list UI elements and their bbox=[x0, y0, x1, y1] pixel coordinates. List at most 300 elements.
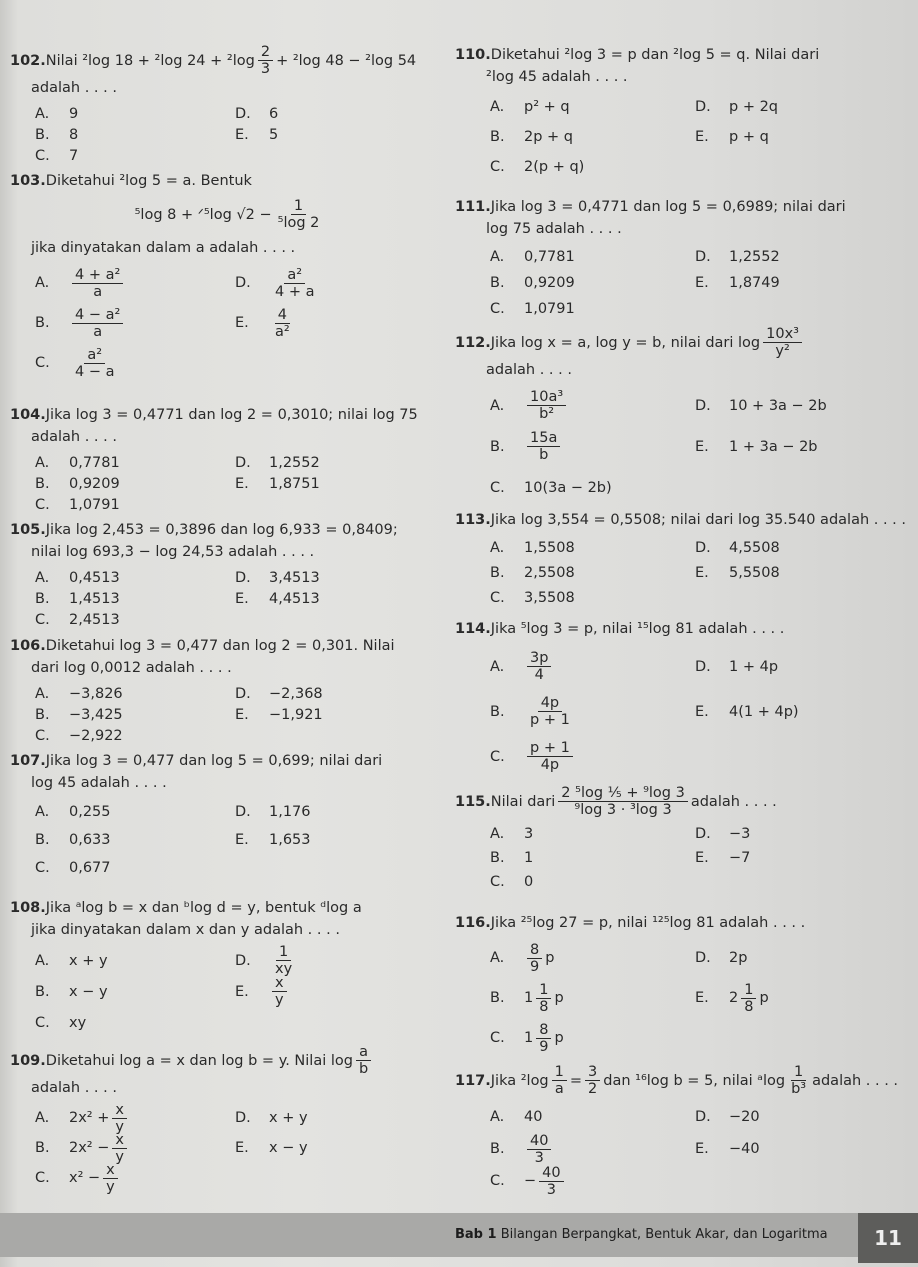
question-stem-line bbox=[455, 326, 895, 359]
question-number: 107. bbox=[10, 753, 46, 769]
numerator: x bbox=[112, 1132, 127, 1149]
option-label: B. bbox=[35, 706, 50, 723]
fraction bbox=[356, 1044, 371, 1077]
text-segment: −1,921 bbox=[269, 706, 323, 723]
question-stem-line bbox=[10, 170, 450, 192]
option-label: A. bbox=[35, 952, 50, 969]
question-number: 115. bbox=[455, 793, 491, 810]
numerator: 3 bbox=[585, 1064, 600, 1081]
answer-option-b bbox=[35, 704, 235, 725]
question-stem-line bbox=[10, 772, 450, 794]
text-segment: −7 bbox=[729, 850, 751, 866]
fraction bbox=[272, 267, 317, 300]
text-segment: 2x² + bbox=[69, 1110, 110, 1126]
option-label: E. bbox=[695, 564, 709, 581]
fraction bbox=[527, 695, 573, 728]
denominator: 3 bbox=[546, 1181, 556, 1198]
question-112 bbox=[455, 326, 895, 508]
answer-options bbox=[10, 567, 450, 630]
text-segment: adalah . . . . bbox=[486, 362, 572, 378]
numerator: 1 bbox=[552, 1064, 567, 1081]
text-segment: p + q bbox=[729, 129, 769, 145]
option-label: E. bbox=[695, 990, 709, 1006]
text-segment: 1,0791 bbox=[524, 301, 575, 317]
option-label: D. bbox=[235, 952, 251, 969]
question-stem-line bbox=[455, 359, 895, 381]
text-segment: 1,2552 bbox=[729, 249, 780, 265]
text-segment: ²log 45 adalah . . . . bbox=[486, 69, 628, 85]
question-105 bbox=[10, 519, 450, 630]
fraction bbox=[527, 389, 566, 422]
question-stem-line bbox=[10, 44, 450, 77]
answer-option-c bbox=[490, 467, 695, 508]
text-segment: jika dinyatakan dalam a adalah . . . . bbox=[31, 240, 296, 256]
question-stem-line bbox=[455, 509, 907, 531]
question-stem-line bbox=[10, 77, 450, 99]
fraction bbox=[272, 944, 295, 977]
numerator: a² bbox=[284, 267, 305, 284]
question-115 bbox=[455, 785, 895, 894]
numerator: 4p bbox=[538, 695, 562, 712]
denominator: 4 − a bbox=[75, 363, 115, 380]
answer-option-e bbox=[695, 978, 895, 1018]
text-segment: 1,4513 bbox=[69, 590, 120, 607]
answer-option-b bbox=[490, 689, 695, 734]
text-segment: adalah . . . . bbox=[31, 80, 117, 96]
answer-option-b bbox=[490, 270, 695, 296]
answer-option-d bbox=[695, 938, 895, 978]
question-stem-line bbox=[10, 1044, 450, 1077]
question-number: 104. bbox=[10, 407, 46, 423]
fraction bbox=[275, 198, 323, 231]
option-label: D. bbox=[695, 1109, 711, 1125]
answer-option-b bbox=[35, 303, 235, 343]
text-segment: adalah . . . . bbox=[812, 1072, 899, 1089]
denominator: 4p bbox=[540, 757, 560, 773]
question-103 bbox=[10, 170, 450, 383]
answer-option-a bbox=[490, 92, 695, 122]
numerator: x bbox=[112, 1102, 127, 1119]
question-number: 109. bbox=[10, 1052, 46, 1069]
question-104 bbox=[10, 404, 450, 515]
question-number: 111. bbox=[455, 199, 491, 215]
text-segment: ⁵log 8 + ᐟ⁵log √2 − bbox=[134, 206, 272, 223]
numerator: 15a bbox=[527, 430, 560, 447]
answer-option-c bbox=[35, 609, 235, 630]
answer-option-d bbox=[695, 244, 895, 270]
numerator: 40 bbox=[527, 1133, 551, 1150]
numerator: 4 + a² bbox=[72, 267, 123, 284]
fraction bbox=[272, 975, 287, 1008]
answer-options bbox=[455, 92, 895, 182]
answer-option-c bbox=[35, 1007, 235, 1038]
text-segment: Jika ᵃlog b = x dan ᵇlog d = y, bentuk ᵈlog a bbox=[45, 900, 362, 916]
question-116 bbox=[455, 912, 895, 1058]
text-segment: 0,9209 bbox=[69, 475, 120, 492]
answer-option-b bbox=[35, 124, 235, 145]
denominator: 8 bbox=[744, 998, 754, 1015]
option-label: C. bbox=[35, 1014, 50, 1031]
question-stem-line bbox=[10, 519, 450, 541]
answer-option-e bbox=[235, 1133, 450, 1163]
option-label: E. bbox=[235, 983, 249, 1000]
text-segment: 5 bbox=[269, 126, 279, 143]
denominator: b bbox=[539, 447, 549, 463]
denominator: a² bbox=[275, 323, 290, 340]
denominator: 9 bbox=[539, 1038, 549, 1055]
fraction bbox=[72, 347, 117, 380]
text-segment: 0 bbox=[524, 874, 534, 890]
text-segment: = bbox=[569, 1072, 583, 1089]
question-number: 114. bbox=[455, 621, 491, 637]
question-number: 117. bbox=[455, 1072, 491, 1089]
denominator: y² bbox=[775, 343, 790, 359]
option-label: D. bbox=[235, 685, 251, 702]
answer-option-a bbox=[35, 1103, 235, 1133]
fraction bbox=[763, 326, 802, 359]
text-segment: 0,677 bbox=[69, 860, 111, 876]
fraction bbox=[788, 1064, 809, 1097]
text-segment: Diketahui ²log 3 = p dan ²log 5 = q. Nilai dari bbox=[490, 47, 820, 63]
option-label: C. bbox=[35, 1170, 50, 1186]
text-segment: 2p + q bbox=[524, 129, 574, 145]
text-segment: Jika log 3,554 = 0,5508; nilai dari log 35.540 adalah . . . . bbox=[490, 512, 907, 528]
answer-option-b bbox=[35, 588, 235, 609]
option-label: E. bbox=[695, 129, 709, 145]
question-stem-line bbox=[10, 750, 450, 772]
answer-option-d bbox=[235, 567, 450, 588]
fraction bbox=[72, 267, 123, 300]
option-label: A. bbox=[490, 1109, 505, 1125]
question-number: 116. bbox=[455, 915, 491, 931]
question-number: 110. bbox=[455, 47, 491, 63]
text-segment: 1 + 4p bbox=[729, 658, 779, 675]
text-segment: 7 bbox=[69, 147, 79, 164]
option-label: C. bbox=[490, 1030, 505, 1046]
text-segment: p bbox=[554, 1030, 564, 1046]
option-label: A. bbox=[35, 454, 50, 471]
text-segment: −40 bbox=[729, 1141, 760, 1157]
denominator: 9 bbox=[530, 958, 540, 975]
text-segment: Jika log 3 = 0,4771 dan log 2 = 0,3010; nilai log 75 bbox=[45, 407, 418, 423]
answer-option-c bbox=[490, 734, 695, 779]
denominator: ⁹log 3 · ³log 3 bbox=[574, 802, 672, 818]
fraction bbox=[527, 1133, 551, 1166]
text-segment: x − y bbox=[69, 983, 108, 1000]
answer-option-a bbox=[35, 945, 235, 976]
numerator: 10x³ bbox=[763, 326, 802, 343]
question-stem-line bbox=[10, 635, 450, 657]
option-label: E. bbox=[235, 1140, 249, 1156]
question-number: 105. bbox=[10, 522, 46, 538]
question-stem-line bbox=[455, 66, 895, 88]
option-label: D. bbox=[695, 397, 711, 414]
fraction bbox=[103, 1162, 118, 1195]
numerator: a bbox=[356, 1044, 371, 1061]
numerator: x bbox=[103, 1162, 118, 1179]
answer-option-d bbox=[235, 1103, 450, 1133]
text-segment: 2(p + q) bbox=[524, 159, 585, 175]
text-segment: Jika log 3 = 0,477 dan log 5 = 0,699; nilai dari bbox=[45, 753, 383, 769]
question-117 bbox=[455, 1064, 899, 1198]
text-segment: 3 bbox=[524, 826, 534, 842]
option-label: C. bbox=[35, 611, 50, 628]
question-108 bbox=[10, 897, 450, 1038]
answer-option-b bbox=[35, 473, 235, 494]
text-segment: 0,7781 bbox=[524, 249, 575, 265]
text-segment: p bbox=[759, 990, 769, 1006]
numerator: a² bbox=[84, 347, 105, 364]
question-102 bbox=[10, 44, 450, 166]
text-segment: Nilai dari bbox=[490, 793, 556, 810]
answer-option-b bbox=[35, 826, 235, 854]
question-stem-line bbox=[455, 196, 895, 218]
question-113 bbox=[455, 509, 907, 610]
option-label: E. bbox=[235, 126, 249, 143]
option-label: A. bbox=[35, 804, 50, 820]
answer-option-b bbox=[490, 122, 695, 152]
text-segment: xy bbox=[69, 1014, 87, 1031]
answer-option-c bbox=[490, 152, 695, 182]
question-number: 112. bbox=[455, 334, 491, 351]
text-segment: 2,4513 bbox=[69, 611, 120, 628]
fraction bbox=[112, 1102, 127, 1135]
text-segment: 1 bbox=[524, 990, 534, 1006]
text-segment: p² + q bbox=[524, 99, 570, 115]
text-segment: 1 + 3a − 2b bbox=[729, 438, 818, 455]
text-segment: Jika ⁵log 3 = p, nilai ¹⁵log 81 adalah . . . . bbox=[490, 621, 785, 637]
fraction bbox=[72, 307, 123, 340]
option-label: C. bbox=[490, 1173, 505, 1189]
numerator: p + 1 bbox=[527, 740, 573, 757]
text-segment: Jika log 2,453 = 0,3896 dan log 6,933 = 0,8409; bbox=[45, 522, 398, 538]
question-stem-line bbox=[455, 1064, 899, 1097]
option-label: E. bbox=[235, 706, 249, 723]
option-label: E. bbox=[695, 438, 709, 455]
answer-option-c bbox=[490, 296, 695, 322]
fraction bbox=[112, 1132, 127, 1165]
answer-options bbox=[455, 644, 895, 779]
question-107 bbox=[10, 750, 450, 882]
answer-option-e bbox=[235, 704, 450, 725]
answer-option-a bbox=[490, 1101, 695, 1133]
numerator: 2 bbox=[258, 44, 273, 61]
option-label: C. bbox=[490, 589, 505, 606]
answer-option-d bbox=[695, 644, 895, 689]
text-segment: 4(1 + 4p) bbox=[729, 703, 799, 720]
question-stem-line bbox=[455, 44, 895, 66]
answer-options bbox=[455, 535, 895, 610]
question-stem-line bbox=[455, 218, 895, 240]
answer-option-a bbox=[490, 644, 695, 689]
denominator: 8 bbox=[539, 998, 549, 1015]
option-label: B. bbox=[35, 126, 50, 143]
answer-option-d bbox=[695, 92, 895, 122]
question-number: 113. bbox=[455, 512, 491, 528]
answer-option-c bbox=[35, 494, 235, 515]
option-label: D. bbox=[235, 275, 251, 291]
option-label: A. bbox=[35, 1110, 50, 1126]
text-segment: 1,5508 bbox=[524, 539, 575, 556]
denominator: a bbox=[554, 1081, 564, 1097]
fraction bbox=[527, 430, 560, 463]
fraction bbox=[741, 982, 756, 1015]
numerator: 3p bbox=[527, 650, 551, 667]
question-stem-line bbox=[10, 426, 450, 448]
option-label: B. bbox=[490, 275, 505, 291]
answer-options bbox=[10, 452, 450, 515]
text-segment: Jika log x = a, log y = b, nilai dari log bbox=[490, 334, 761, 351]
answer-option-d bbox=[235, 103, 450, 124]
text-segment: nilai log 693,3 − log 24,53 adalah . . . . bbox=[31, 544, 315, 560]
text-segment: Jika ²⁵log 27 = p, nilai ¹²⁵log 81 adalah . . . . bbox=[490, 915, 806, 931]
option-label: A. bbox=[35, 685, 50, 702]
question-stem-line bbox=[10, 657, 450, 679]
question-stem-line bbox=[10, 541, 450, 563]
text-segment: 2p bbox=[729, 950, 748, 966]
answer-options bbox=[10, 263, 450, 383]
option-label: A. bbox=[490, 658, 505, 675]
option-label: C. bbox=[490, 748, 505, 765]
option-label: C. bbox=[35, 496, 50, 513]
answer-option-c bbox=[490, 585, 695, 610]
option-label: B. bbox=[35, 983, 50, 1000]
text-segment: 4,5508 bbox=[729, 539, 780, 556]
fraction bbox=[552, 1064, 567, 1097]
answer-option-c bbox=[490, 1165, 695, 1197]
answer-option-b bbox=[490, 846, 695, 870]
text-segment: Jika ²log bbox=[490, 1072, 549, 1089]
text-segment: 4,4513 bbox=[269, 590, 320, 607]
answer-option-d bbox=[235, 945, 450, 976]
question-stem-line bbox=[455, 785, 895, 818]
numerator: 1 bbox=[291, 198, 306, 215]
text-segment: Diketahui log a = x dan log b = y. Nilai log bbox=[45, 1052, 353, 1069]
option-label: A. bbox=[490, 99, 505, 115]
numerator: 4 bbox=[275, 307, 290, 324]
text-segment: p + 2q bbox=[729, 99, 779, 115]
option-label: B. bbox=[35, 1140, 50, 1156]
text-segment: x + y bbox=[269, 1110, 308, 1126]
answer-option-e bbox=[695, 270, 895, 296]
text-segment: adalah . . . . bbox=[690, 793, 777, 810]
chapter-title: Bilangan Berpangkat, Bentuk Akar, dan Logaritma bbox=[500, 1227, 828, 1242]
option-label: D. bbox=[695, 658, 711, 675]
option-label: B. bbox=[490, 703, 505, 720]
denominator: b bbox=[358, 1061, 369, 1077]
text-segment: adalah . . . . bbox=[31, 1080, 117, 1096]
text-segment: 0,633 bbox=[69, 832, 111, 848]
text-segment: 8 bbox=[69, 126, 79, 143]
option-label: B. bbox=[35, 590, 50, 607]
text-segment: adalah . . . . bbox=[31, 429, 117, 445]
option-label: E. bbox=[695, 1141, 709, 1157]
option-label: C. bbox=[35, 147, 50, 164]
text-segment: 2,5508 bbox=[524, 564, 575, 581]
option-label: B. bbox=[35, 315, 50, 331]
text-segment: − bbox=[524, 1173, 537, 1189]
option-label: A. bbox=[490, 397, 505, 414]
option-label: B. bbox=[35, 475, 50, 492]
option-label: C. bbox=[35, 727, 50, 744]
text-segment: 40 bbox=[524, 1109, 543, 1125]
answer-option-a bbox=[490, 244, 695, 270]
text-segment: 3,4513 bbox=[269, 569, 320, 586]
option-label: D. bbox=[695, 99, 711, 115]
question-stem-line bbox=[455, 618, 895, 640]
answer-option-e bbox=[235, 588, 450, 609]
text-segment: 0,255 bbox=[69, 804, 111, 820]
answer-option-a bbox=[490, 535, 695, 560]
option-label: C. bbox=[35, 860, 50, 876]
question-number: 108. bbox=[10, 900, 46, 916]
fraction bbox=[539, 1165, 563, 1198]
answer-option-e bbox=[695, 122, 895, 152]
numerator: x bbox=[272, 975, 287, 992]
fraction bbox=[527, 942, 542, 975]
answer-option-b bbox=[490, 978, 695, 1018]
answer-options bbox=[455, 244, 895, 322]
option-label: C. bbox=[490, 874, 505, 890]
option-label: A. bbox=[490, 826, 505, 842]
option-label: E. bbox=[695, 703, 709, 720]
answer-options bbox=[455, 1101, 895, 1197]
answer-option-a bbox=[35, 567, 235, 588]
text-segment: x² − bbox=[69, 1170, 101, 1186]
fraction bbox=[536, 1022, 551, 1055]
text-segment: −3,826 bbox=[69, 685, 123, 702]
answer-options bbox=[10, 945, 450, 1038]
answer-option-e bbox=[235, 976, 450, 1007]
answer-option-a bbox=[490, 822, 695, 846]
fraction bbox=[558, 785, 688, 818]
answer-option-c bbox=[35, 343, 235, 383]
option-label: A. bbox=[490, 249, 505, 265]
text-segment: 5,5508 bbox=[729, 564, 780, 581]
question-106 bbox=[10, 635, 450, 746]
answer-options bbox=[455, 822, 895, 894]
denominator: a bbox=[93, 323, 103, 340]
answer-option-a bbox=[490, 938, 695, 978]
question-stem-line bbox=[10, 237, 450, 259]
text-segment: 1,8749 bbox=[729, 275, 780, 291]
answer-option-a bbox=[35, 683, 235, 704]
text-segment: p bbox=[554, 990, 564, 1006]
text-segment: Jika log 3 = 0,4771 dan log 5 = 0,6989; nilai dari bbox=[490, 199, 846, 215]
option-label: C. bbox=[490, 479, 505, 496]
text-segment: Diketahui ²log 5 = a. Bentuk bbox=[45, 173, 252, 189]
denominator: y bbox=[115, 1148, 124, 1165]
option-label: E. bbox=[235, 832, 249, 848]
option-label: D. bbox=[695, 826, 711, 842]
denominator: 3 bbox=[534, 1149, 544, 1166]
answer-option-c bbox=[35, 1163, 235, 1193]
question-stem-line bbox=[455, 912, 895, 934]
text-segment: −3,425 bbox=[69, 706, 123, 723]
denominator: y bbox=[106, 1178, 115, 1195]
option-label: D. bbox=[235, 454, 251, 471]
option-label: E. bbox=[695, 275, 709, 291]
answer-options bbox=[10, 1103, 450, 1193]
answer-option-c bbox=[35, 145, 235, 166]
option-label: B. bbox=[35, 832, 50, 848]
numerator: 1 bbox=[741, 982, 756, 999]
option-label: A. bbox=[490, 950, 505, 966]
numerator: 2 ⁵log ⅕ + ⁹log 3 bbox=[558, 785, 688, 802]
answer-option-e bbox=[235, 303, 450, 343]
text-segment: dari log 0,0012 adalah . . . . bbox=[31, 660, 232, 676]
answer-options bbox=[455, 385, 895, 508]
